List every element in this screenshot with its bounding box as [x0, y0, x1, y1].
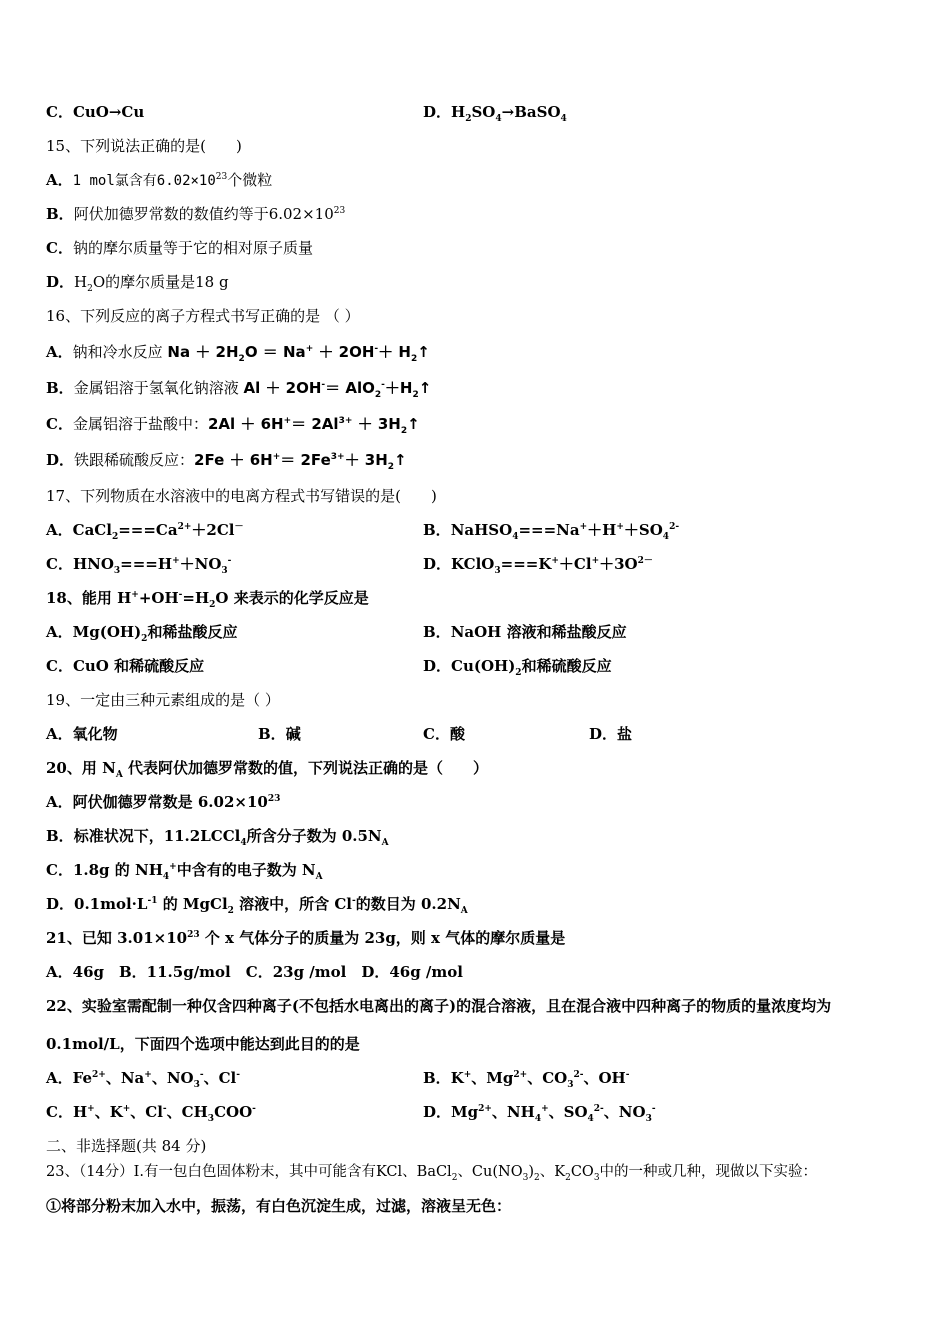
q20-stem: 20、用 $N_A$ 代表阿伏加德罗常数的值，下列说法正确的是（ ） [46, 759, 489, 780]
q17-option-a: A．$CaCl_2===Ca^{2+}+2Cl^-$ [46, 521, 244, 542]
q15-option-d: D．$H_2O$的摩尔质量是18 g [46, 273, 229, 294]
q18-option-a: A．$Mg(OH)_2$和稀盐酸反应 [46, 623, 238, 644]
q19-option-c: C．酸 [423, 725, 465, 743]
q22-stem-line-2: 0.1mol/L，下面四个选项中能达到此目的的是 [46, 1035, 360, 1053]
q16-option-d: D．铁跟稀硫酸反应：$2Fe + 6H^+= 2Fe^{3+}+$ $3H_2↑$ [46, 451, 407, 472]
q16-stem: 16、下列反应的离子方程式书写正确的是 （ ） [46, 307, 360, 325]
q22-options-row-2 [46, 1102, 656, 1124]
q22-option-a: A．$Fe^{2+}$、Na+、$NO_3^-$、Cl- [46, 1069, 240, 1090]
q20-option-c: C．1.8g 的 $NH_4^+$中含有的电子数为 $N_A$ [46, 861, 323, 882]
q21-stem: 21、已知 $3.01\times 10^{23}$ 个 x 气体分子的质量为 23g，则 x 气体的摩尔质量是 [46, 929, 566, 947]
q14-options-row [46, 102, 567, 124]
q14-option-c: C．CuO→Cu [46, 103, 145, 121]
q16-option-b: B．金属铝溶于氢氧化钠溶液 $Al + 2OH^-= AlO_2^-+H_2↑$ [46, 379, 432, 400]
q17-option-c: C．$HNO_3===H^++NO_3^-$ [46, 555, 232, 576]
q22-option-d: D．$Mg^{2+}$、$NH_4^+$、$SO_4^{2-}$、$NO_3^-$ [423, 1103, 656, 1124]
q17-stem: 17、下列物质在水溶液中的电离方程式书写错误的是( ) [46, 487, 437, 505]
q14-option-d: D．$H_2SO_4\to BaSO_4$ [423, 103, 567, 124]
q19-option-a: A．氧化物 [46, 725, 118, 743]
q17-options-row-2 [46, 554, 653, 576]
q15-option-a: A．1 mol氯含有$6.02\times 10^{23}$个微粒 [46, 171, 273, 189]
q19-stem: 19、一定由三种元素组成的是（ ） [46, 691, 280, 709]
q18-options-row-1 [46, 622, 627, 644]
q17-option-b: B．$NaHSO_4===Na^++H^++SO_4^{2-}$ [423, 521, 680, 542]
q20-option-b: B．标准状况下，11.2LCCl$_4$所含分子数为 $0.5N_A$ [46, 827, 389, 848]
q19-options-row [46, 724, 633, 744]
q23-step-1: ①将部分粉末加入水中，振荡，有白色沉淀生成，过滤，溶液呈无色： [46, 1197, 512, 1215]
q22-option-c: C．H+、K+、Cl-、$CH_3COO^-$ [46, 1103, 256, 1124]
q17-option-d: D．$KClO_3===K^++Cl^++3O^{2-}$ [423, 555, 653, 576]
q18-option-c: C．CuO 和稀硫酸反应 [46, 657, 205, 675]
section-heading: 二、非选择题(共 84 分) [46, 1137, 207, 1155]
q16-option-a: A．钠和冷水反应 $Na + 2H_2O = Na^+ + 2OH^-+$ $H_2↑$ [46, 343, 430, 364]
q21-options: A．46g B．11.5g/mol C．23g /mol D．46g /mol [46, 963, 463, 981]
q18-option-d: D．$Cu(OH)_2$和稀硫酸反应 [423, 657, 612, 678]
q20-option-a: A．阿伏伽德罗常数是 $6.02\times 10^{23}$ [46, 793, 281, 811]
q18-stem: 18、能用 $H^++OH^-=H_2O$ 来表示的化学反应是 [46, 589, 369, 610]
q22-option-b: B．K+、$Mg^{2+}$、$CO_3^{2-}$、OH- [423, 1069, 630, 1090]
q22-stem-line-1: 22、实验室需配制一种仅含四种离子(不包括水电离出的离子)的混合溶液，且在混合液中四种离子的物质的量浓度均为 [46, 997, 832, 1015]
q16-option-c: C．金属铝溶于盐酸中：$2Al + 6H^+= 2Al^{3+}$ ＋ $3H_2↑$ [46, 415, 420, 436]
q19-option-b: B．碱 [258, 725, 301, 743]
q19-option-d: D．盐 [589, 725, 633, 743]
q15-stem: 15、下列说法正确的是( ) [46, 137, 242, 155]
q15-option-c: C．钠的摩尔质量等于它的相对原子质量 [46, 239, 313, 257]
q18-option-b: B．NaOH 溶液和稀盐酸反应 [423, 623, 627, 641]
q22-options-row-1 [46, 1068, 630, 1090]
q15-option-b: B．阿伏加德罗常数的数值约等于$6.02\times 10^{23}$ [46, 205, 346, 223]
q20-option-d: D．$0.1mol\cdot L^{-1}$ 的 MgCl$_2$ 溶液中，所含 Cl-的数目为 $0.2N_A$ [46, 895, 468, 916]
q23-stem: 23、（14分）Ⅰ.有一包白色固体粉末，其中可能含有KCl、BaCl$_2$、$Cu(NO_3)_2$、$K_2CO_3$中的一种或几种，现做以下实验： [46, 1164, 818, 1183]
q17-options-row-1 [46, 520, 680, 542]
q18-options-row-2 [46, 656, 612, 678]
